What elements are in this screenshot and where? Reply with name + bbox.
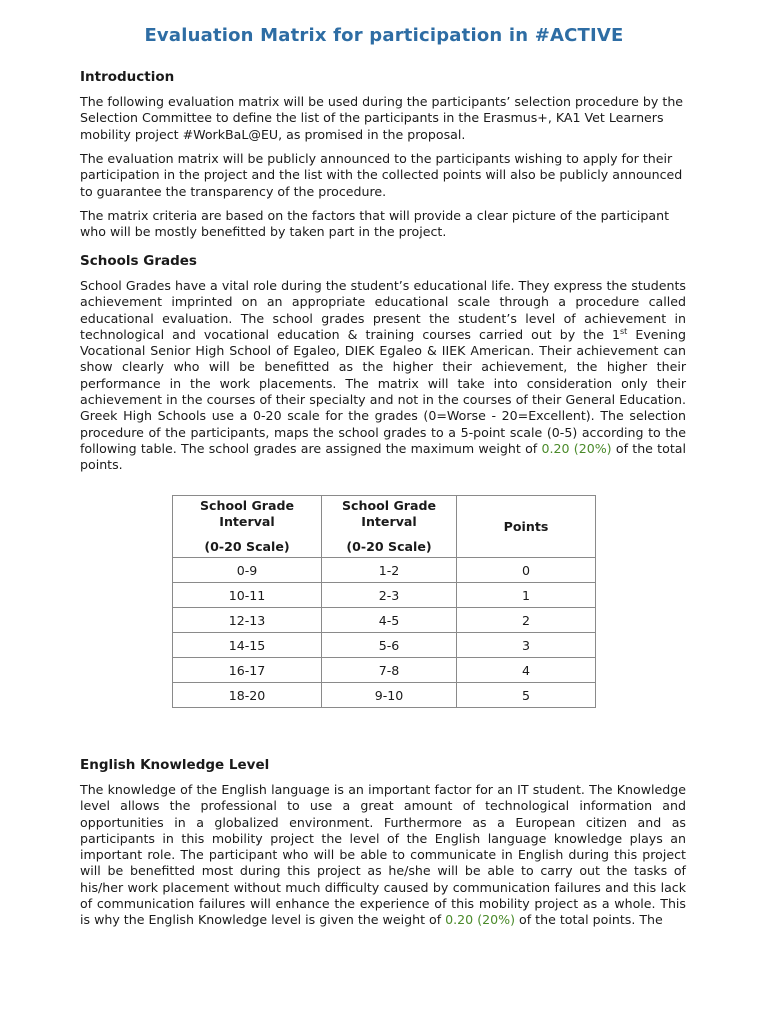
intro-paragraph-1: The following evaluation matrix will be used during the participants’ selection procedure by the Selection Committee to define the list of the participants in the Erasmus+, KA1 Vet Learners mobility project #WorkBaL@EU, as promised in the proposal. [80, 94, 684, 142]
header-points: Points [457, 496, 596, 558]
ordinal-superscript: st [620, 326, 628, 336]
english-text-b: of the total points. The [515, 912, 663, 928]
schools-weight: 0.20 (20%) [541, 440, 612, 456]
schools-paragraph [80, 278, 686, 474]
english-weight: 0.20 (20%) [445, 912, 516, 928]
intro-paragraph-3: The matrix criteria are based on the factors that will provide a clear picture of the participant who will be mostly benefitted by taken part in the project. [80, 208, 670, 240]
schools-text-c: of the total points. [80, 440, 686, 473]
table-row: 16-17 7-8 4 [173, 658, 596, 683]
table-row: 14-15 5-6 3 [173, 633, 596, 658]
intro-heading: Introduction [80, 69, 175, 85]
english-text-a: The knowledge of the English language is an important factor for an IT student. The Knowledge level allows the professional to use a great amount of technological information and opportunities in a globalized environment. Furthermore as a European citizen and as participants in this mobility project the level of the English language knowledge plays an important role. The participant who will be able to communicate in English during this project will be benefitted most during this project as he/she will be able to carry out the tasks of his/her work placement without much difficulty caused by communication failures and this lack of communication failures will enhance the experience of this mobility project as a whole. This is why the English Knowledge level is given the weight of [80, 782, 686, 928]
schools-text-b: Evening Vocational Senior High School of Egaleo, DIEK Egaleo & IIEK American. Their achievement can show clearly who will be benefitted as the higher their achievement, the higher their performance in the work placements. The matrix will take into consideration only their achievement in the courses of their specialty and not in the courses of their General Education. Greek High Schools use a 0-20 scale for the grades (0=Worse - 20=Excellent). The selection procedure of the participants, maps the school grades to a 5-point scale (0-5) according to the following table. The school grades are assigned the maximum weight of [80, 326, 686, 456]
schools-text-a: School Grades have a vital role during the student’s educational life. They express the students achievement imprinted on an appropriate educational scale through a procedure called educational evaluation. The school grades present the student’s level of achievement in technological and vocational education & training courses carried out by the 1 [80, 278, 686, 342]
page-title: Evaluation Matrix for participation in #ACTIVE [144, 25, 624, 46]
schools-heading: Schools Grades [80, 253, 197, 269]
table-row: 18-20 9-10 5 [173, 683, 596, 708]
english-heading: English Knowledge Level [80, 757, 270, 773]
grades-table-header [173, 496, 596, 558]
english-paragraph [80, 782, 686, 929]
header-school-grade-interval-2: School Grade Interval (0-20 Scale) [322, 496, 457, 558]
intro-paragraph-2: The evaluation matrix will be publicly announced to the participants wishing to apply for their participation in the project and the list with the collected points will also be publicly announced to guarantee the transparency of the procedure. [80, 151, 683, 199]
header-school-grade-interval: School Grade Interval (0-20 Scale) [173, 496, 322, 558]
table-row: 10-11 2-3 1 [173, 583, 596, 608]
table-row: 12-13 4-5 2 [173, 608, 596, 633]
grades-table [172, 495, 596, 708]
table-row: 0-9 1-2 0 [173, 558, 596, 583]
